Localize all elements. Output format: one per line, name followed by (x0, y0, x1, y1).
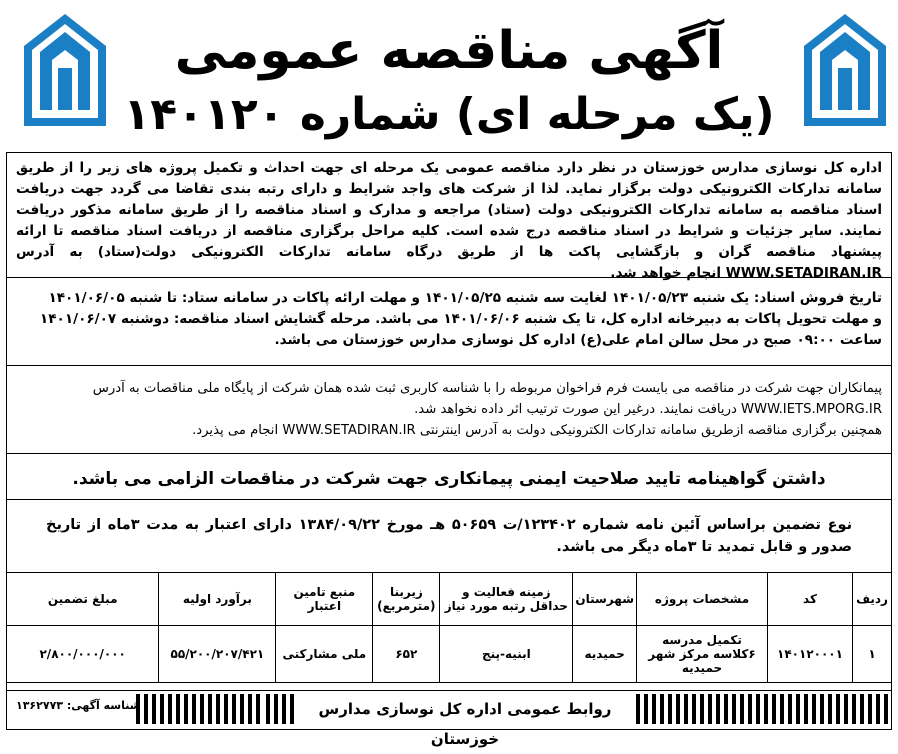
col-header: منبع تامین اعتبار (276, 573, 373, 626)
col-header: زیربنا (مترمربع) (373, 573, 440, 626)
table-header-row (7, 573, 892, 626)
footer-title: روابط عمومی اداره کل نوسازی مدارس خوزستان (298, 694, 632, 724)
table-cell: حمیدیه (573, 626, 637, 683)
contractors-section (6, 366, 892, 454)
dates-line: و مهلت تحویل پاکات به دبیرخانه اداره کل، تا یک شنبه ۱۴۰۱/۰۶/۰۶ می باشد. مرحله گشایش اسناد مناقصه: دوشنبه ۱۴۰۱/۰۶/۰۷ (39, 311, 882, 327)
dates-line: تاریخ فروش اسناد: یک شنبه ۱۴۰۱/۰۵/۲۳ لغایت سه شنبه ۱۴۰۱/۰۵/۲۵ و مهلت ارائه پاکات در سامانه ستاد: تا شنبه ۱۴۰۱/۰۶/۰۵ (48, 290, 882, 306)
table-cell: ۵۵/۲۰۰/۲۰۷/۴۲۱ (159, 626, 276, 683)
table-cell: ۲/۸۰۰/۰۰۰/۰۰۰ (7, 626, 159, 683)
col-header: برآورد اولیه (159, 573, 276, 626)
table-cell: ابنیه-پنج (440, 626, 573, 683)
col-header: کد (768, 573, 853, 626)
notice-subtitle: (یک مرحله ای) شماره ۱۴۰۱۲۰ (123, 89, 775, 140)
table-row (7, 626, 892, 683)
contractors-line: همچنین برگزاری مناقصه ازطریق سامانه تدارکات الکترونیکی دولت به آدرس اینترنتی WWW.SETADIRAN.IR انجام می پذیرد. (192, 423, 882, 438)
intro-paragraph: اداره کل نوسازی مدارس خوزستان در نظر دارد مناقصه عمومی یک مرحله ای جهت احداث و تکمیل پروژه های زیر را از طریق سامانه تدارکات الکترونیکی دولت برگزار نماید. لذا از شرکت های واجد شرایط و دارای رتبه بندی تقاضا می گردد جهت دریافت اسناد مناقصه به سامانه تدارکات الکترونیکی دولت (ستاد) مراجعه و مدارک و اسناد مناقصه را از طریق سامانه مذکور دریافت نمایند. سایر جزئیات و شرایط در اسناد مناقصه درج شده است. کلیه مراحل برگزاری مناقصه از دریافت اسناد مناقصه تا ارائه پیشنهاد مناقصه گران و بازگشایی پاکت ها از طریق درگاه سامانه تدارکات الکترونیکی دولت(ستاد) به آدرس WWW.SETADIRAN.IR انجام خواهد شد. (6, 152, 892, 278)
footer-stripes (636, 694, 890, 724)
col-header: ردیف (853, 573, 892, 626)
contractors-line: پیمانکاران جهت شرکت در مناقصه می بایست فرم فراخوان مربوطه را با شناسه کاربری ثبت شده همان شرکت از پایگاه ملی مناقصات به آدرس (92, 381, 882, 396)
col-header: زمینه فعالیت و حداقل رتبه مورد نیاز (440, 573, 573, 626)
table-cell: ملی مشارکتی (276, 626, 373, 683)
guarantee-paragraph: نوع تضمین براساس آئین نامه شماره ۱۲۳۴۰۲/ت ۵۰۶۵۹ هـ مورخ ۱۳۸۴/۰۹/۲۲ دارای اعتبار به مدت ۳ماه از تاریخ صدور و قابل تمدید تا ۳ماه دیگر می باشد. (46, 517, 853, 555)
footer-bar (6, 690, 892, 748)
table-cell: تکمیل مدرسه ۶کلاسه مرکز شهر حمیدیه (637, 626, 768, 683)
table-cell: ۱ (853, 626, 892, 683)
col-header: مشخصات پروژه (637, 573, 768, 626)
dates-section (6, 278, 892, 366)
projects-table (6, 572, 892, 683)
notice-title: آگهی مناقصه عمومی (174, 21, 724, 81)
requirement-notice: داشتن گواهینامه تایید صلاحیت ایمنی پیمانکاری جهت شرکت در مناقصات الزامی می باشد. (6, 454, 892, 500)
ministry-logo-icon (800, 10, 890, 130)
col-header: مبلغ تضمین (7, 573, 159, 626)
footer-stripes (136, 694, 264, 724)
ministry-logo-icon (20, 10, 110, 130)
footer-stripes (266, 694, 294, 724)
contractors-line: WWW.IETS.MPORG.IR دریافت نمایند. درغیر این صورت ترتیب اثر داده نخواهد شد. (414, 402, 882, 417)
col-header: شهرستان (573, 573, 637, 626)
table-cell: ۱۴۰۱۲۰۰۰۱ (768, 626, 853, 683)
dates-line: ساعت ۰۹:۰۰ صبح در محل سالن امام علی(ع) اداره کل نوسازی مدارس خوزستان می باشد. (274, 332, 882, 348)
table-cell: ۶۵۲ (373, 626, 440, 683)
ad-id: شناسه آگهی: ۱۳۶۲۷۷۳ (16, 699, 141, 712)
